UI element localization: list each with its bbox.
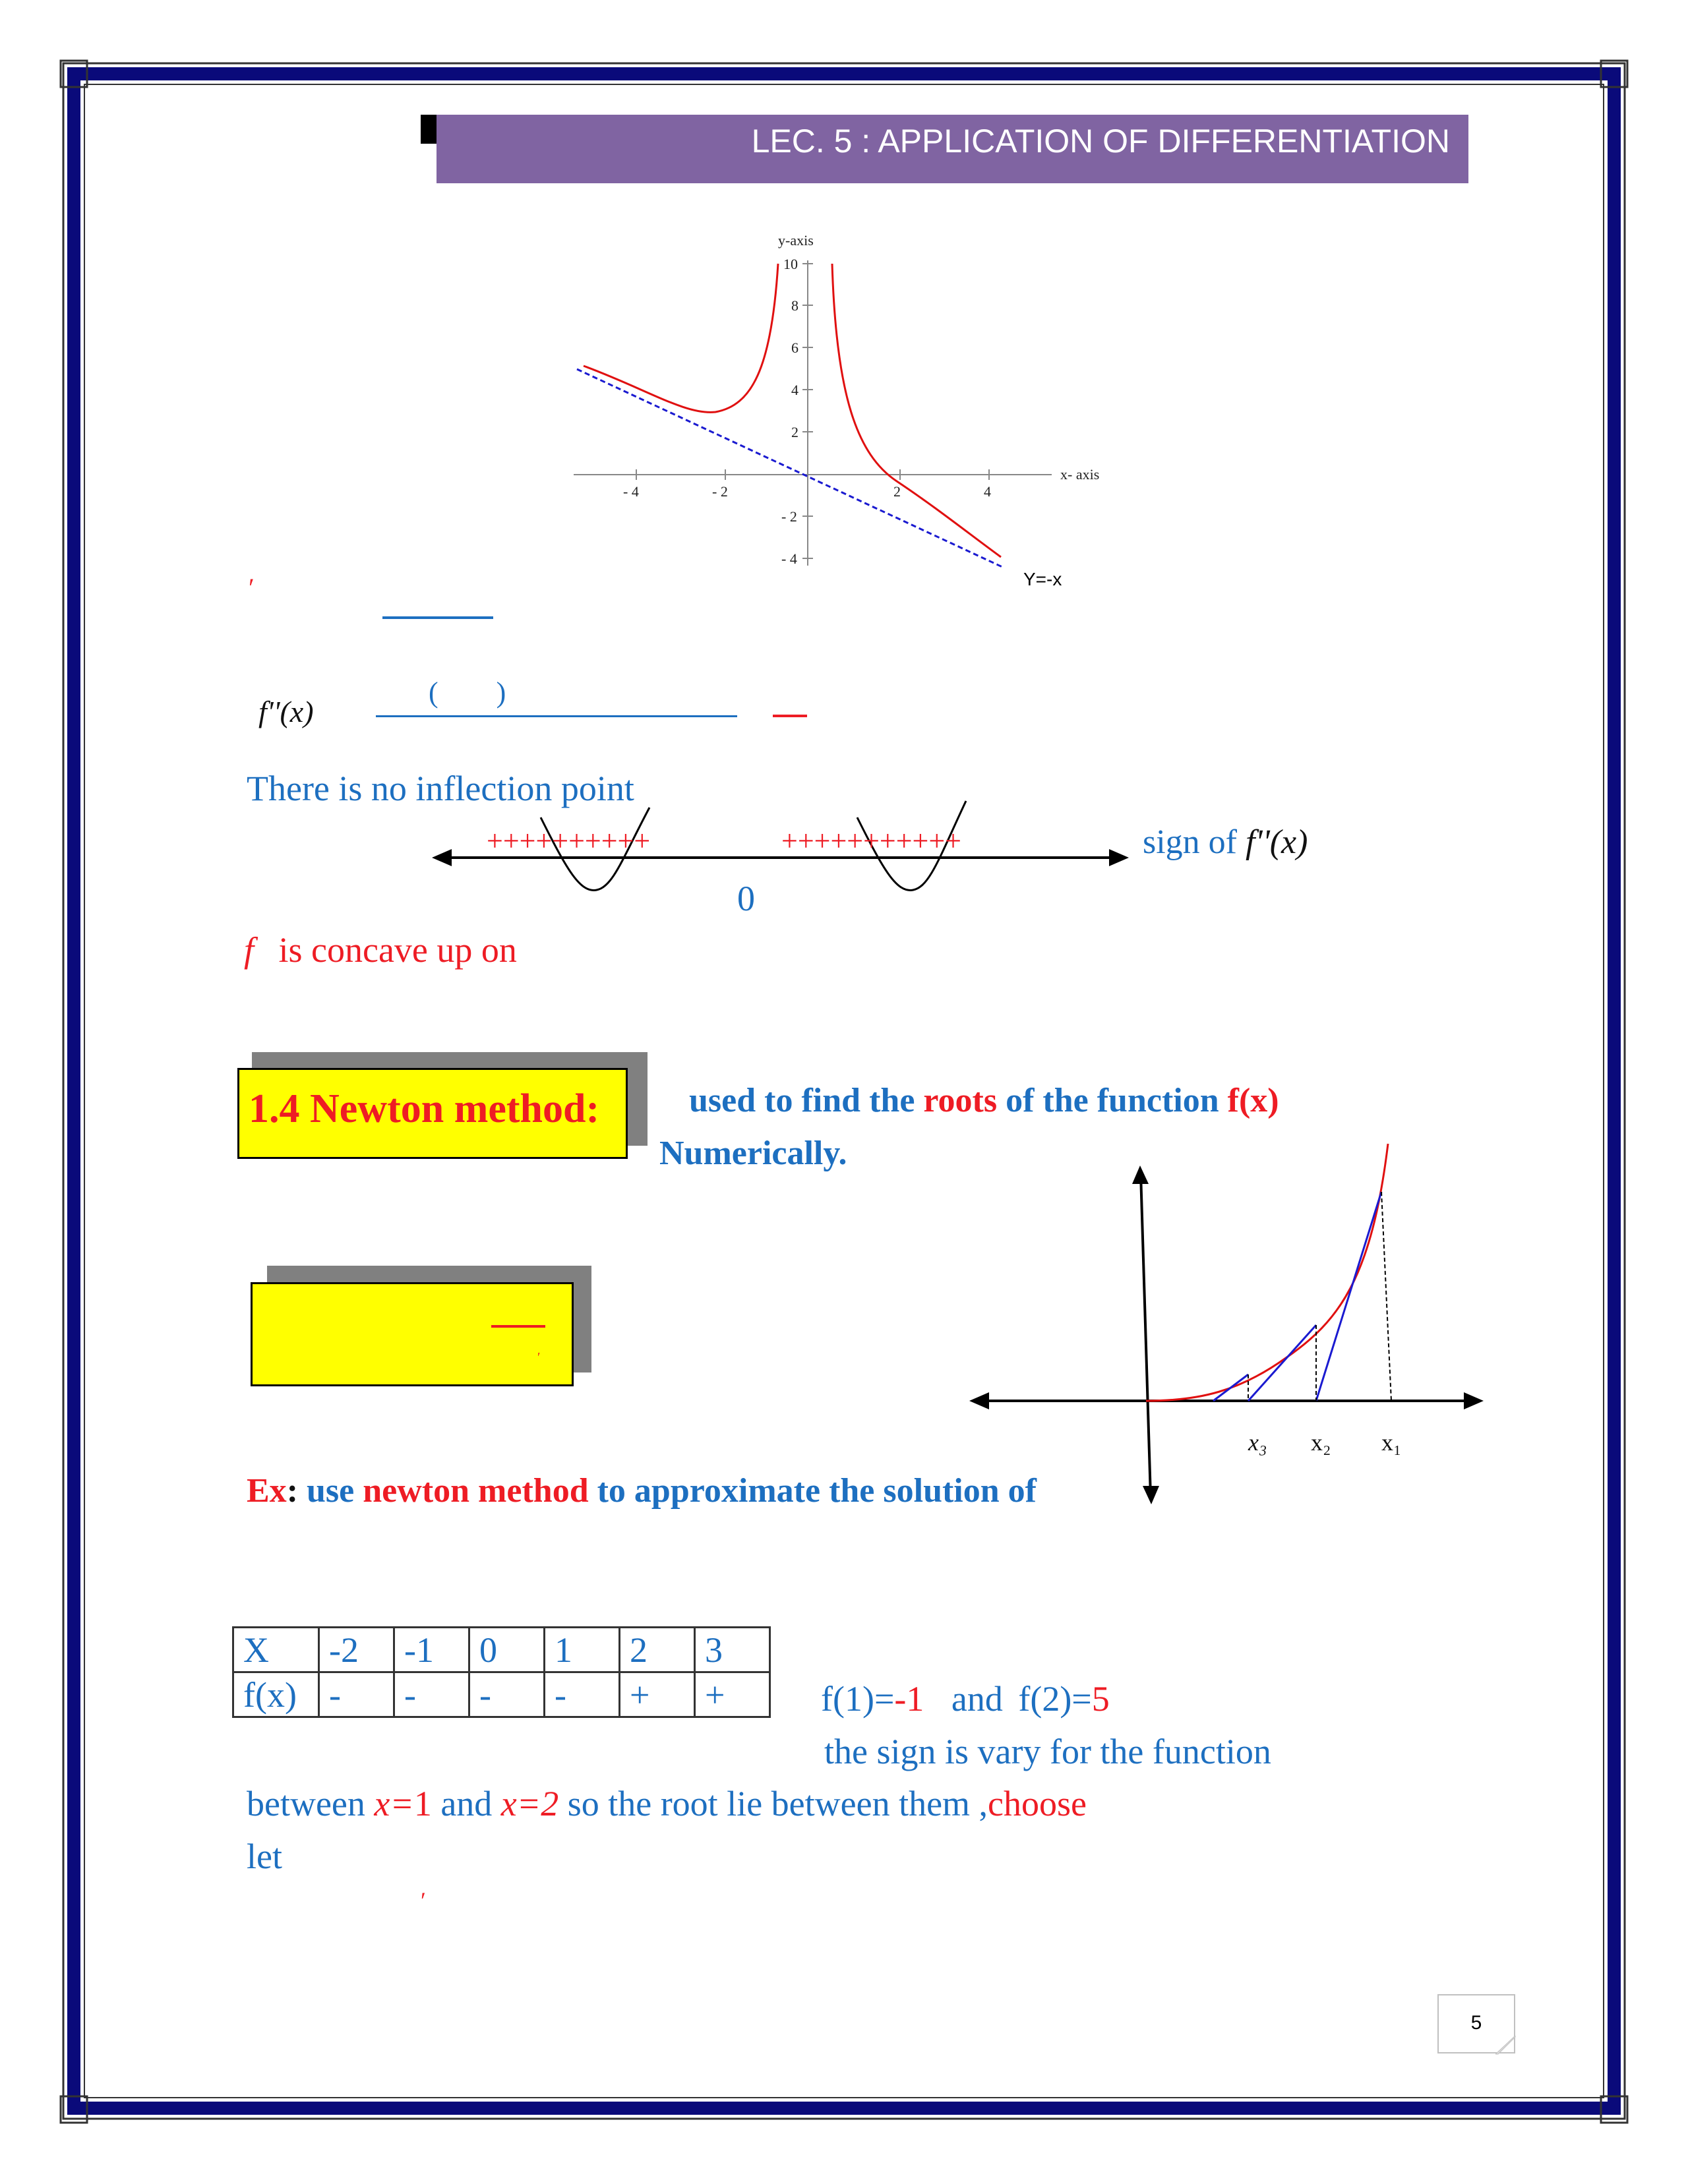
concave-f: f bbox=[244, 930, 255, 970]
concave-statement bbox=[244, 930, 517, 970]
sign-table bbox=[232, 1626, 771, 1718]
between-x1: x= bbox=[374, 1784, 414, 1823]
table-cell: - bbox=[319, 1672, 394, 1717]
graph1-xtick: - 4 bbox=[623, 483, 639, 500]
curve-right-branch bbox=[832, 264, 1001, 557]
table-cell: - bbox=[545, 1672, 620, 1717]
f1-value: -1 bbox=[894, 1679, 924, 1719]
newton-desc-part1: used to find the bbox=[689, 1082, 924, 1119]
sign-line-diagram bbox=[429, 798, 1134, 923]
table-cell: 0 bbox=[469, 1628, 545, 1672]
newton-desc-fx: f(x) bbox=[1227, 1082, 1279, 1119]
newton-numerically: Numerically. bbox=[659, 1135, 847, 1172]
page-curl-icon bbox=[1495, 2036, 1517, 2055]
example-use: use bbox=[307, 1472, 363, 1510]
prime-mark-bottom: ′ bbox=[421, 1887, 426, 1914]
graph1-ytick: 6 bbox=[791, 339, 799, 356]
plus-signs-right: +++++++++++ bbox=[781, 825, 961, 857]
header-black-mark bbox=[421, 115, 437, 144]
newton-x-arrow-left bbox=[969, 1392, 989, 1409]
zero-label: 0 bbox=[737, 879, 755, 918]
red-dash bbox=[773, 715, 807, 717]
table-cell: 2 bbox=[620, 1628, 695, 1672]
table-cell: - bbox=[394, 1672, 469, 1717]
example-colon: : bbox=[286, 1472, 307, 1510]
f2-value: 5 bbox=[1091, 1679, 1110, 1719]
newton-desc-roots: roots bbox=[923, 1082, 998, 1119]
header-bar bbox=[437, 115, 1468, 183]
newton-x-arrow-right bbox=[1464, 1392, 1484, 1409]
between-t1: between bbox=[247, 1784, 375, 1823]
plus-signs-left: ++++++++++ bbox=[487, 825, 651, 857]
curve-left-branch bbox=[584, 264, 778, 412]
table-cell: -1 bbox=[394, 1628, 469, 1672]
label-x1: x₁ bbox=[1381, 1429, 1402, 1456]
graph1-xtick: 2 bbox=[893, 483, 901, 500]
graph1-ytick: 10 bbox=[783, 256, 798, 272]
second-derivative-label: f''(x) bbox=[258, 695, 314, 728]
header-title: LEC. 5 : APPLICATION OF DIFFERENTIATION bbox=[751, 123, 1450, 160]
newton-desc-part2: of the function bbox=[997, 1082, 1228, 1119]
f1-label: f(1)= bbox=[821, 1679, 895, 1719]
function-values bbox=[821, 1678, 1110, 1719]
fraction-bar bbox=[376, 715, 737, 717]
example-rest: to approximate the solution of bbox=[588, 1472, 1037, 1510]
let-text: let bbox=[247, 1837, 282, 1876]
graph1-ytick: 2 bbox=[791, 424, 799, 440]
sign-vary-text: the sign is vary for the function bbox=[824, 1732, 1271, 1771]
table-cell: 3 bbox=[695, 1628, 770, 1672]
graph1-ytick: - 2 bbox=[781, 508, 797, 525]
asymptote-graph bbox=[567, 224, 1134, 600]
sign-of-func: f''(x) bbox=[1246, 823, 1308, 861]
tangent-2 bbox=[1248, 1325, 1316, 1401]
newton-graph bbox=[963, 1134, 1490, 1516]
tangent-3 bbox=[1213, 1374, 1248, 1401]
newton-title: 1.4 Newton method: bbox=[249, 1086, 600, 1131]
newton-box bbox=[237, 1068, 628, 1159]
table-cell: - bbox=[469, 1672, 545, 1717]
between-t3: so the root lie between them , bbox=[558, 1784, 988, 1823]
fraction-bracket: ( ) bbox=[429, 676, 506, 709]
label-x3: x₃ bbox=[1248, 1429, 1267, 1456]
sign-of-text: sign of bbox=[1143, 823, 1237, 861]
graph1-ytick: - 4 bbox=[781, 550, 797, 567]
and-text: and bbox=[951, 1679, 1003, 1719]
f2-label: f(2)= bbox=[1018, 1679, 1092, 1719]
table-cell: + bbox=[620, 1672, 695, 1717]
between-choose: choose bbox=[988, 1784, 1087, 1823]
formula-red-dash bbox=[491, 1325, 545, 1328]
example-ex: Ex bbox=[247, 1472, 287, 1510]
table-cell: X bbox=[233, 1628, 319, 1672]
left-arrowhead bbox=[432, 849, 452, 866]
table-cell: -2 bbox=[319, 1628, 394, 1672]
drop-line-1 bbox=[1381, 1192, 1391, 1401]
asymptote-line bbox=[577, 369, 1002, 567]
table-cell: f(x) bbox=[233, 1672, 319, 1717]
concave-text: is concave up on bbox=[278, 930, 517, 970]
tick-mark: ′ bbox=[249, 573, 255, 603]
newton-description bbox=[689, 1081, 1279, 1120]
table-cell: 1 bbox=[545, 1628, 620, 1672]
sign-of-label bbox=[1143, 823, 1308, 862]
graph1-xlabel: x- axis bbox=[1060, 466, 1100, 483]
newton-y-arrow-up bbox=[1132, 1166, 1149, 1184]
right-arrowhead bbox=[1109, 849, 1129, 866]
formula-prime-mark: ′ bbox=[537, 1350, 541, 1365]
between-x2: x=2 bbox=[500, 1784, 559, 1823]
graph1-ylabel: y-axis bbox=[778, 232, 814, 249]
newton-curve bbox=[1146, 1144, 1388, 1401]
graph1-xtick: 4 bbox=[984, 483, 991, 500]
table-cell: + bbox=[695, 1672, 770, 1717]
example-line bbox=[247, 1471, 1037, 1510]
graph1-xtick: - 2 bbox=[712, 483, 728, 500]
between-x1v: 1 bbox=[413, 1784, 432, 1823]
graph1-ytick: 4 bbox=[791, 382, 799, 398]
no-inflection-text: There is no inflection point bbox=[247, 769, 634, 808]
asymptote-label: Y=-x bbox=[1023, 569, 1062, 589]
formula-box bbox=[251, 1282, 574, 1386]
example-newton-method: newton method bbox=[363, 1472, 589, 1510]
page-number: 5 bbox=[1470, 2012, 1482, 2034]
table-row bbox=[233, 1672, 770, 1717]
tangent-1 bbox=[1316, 1192, 1381, 1401]
between-t2: and bbox=[431, 1784, 501, 1823]
table-row bbox=[233, 1628, 770, 1672]
graph1-ytick: 8 bbox=[791, 297, 799, 314]
newton-y-arrow-down bbox=[1143, 1486, 1159, 1504]
label-x2: x₂ bbox=[1311, 1429, 1331, 1456]
newton-y-axis bbox=[1141, 1173, 1151, 1496]
between-line bbox=[247, 1783, 1087, 1824]
blue-underline bbox=[382, 616, 493, 619]
